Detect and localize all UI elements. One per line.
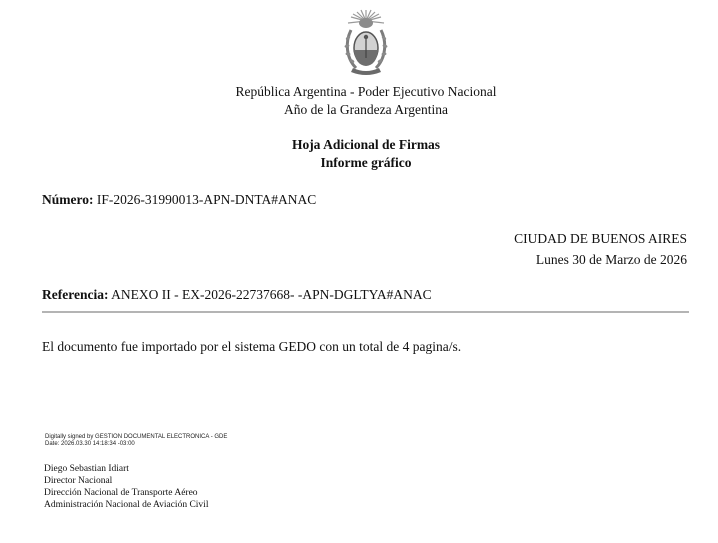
document-number-value: IF-2026-31990013-APN-DNTA#ANAC xyxy=(96,192,317,207)
body-text: El documento fue importado por el sistema GEDO con un total de 4 pagina/s. xyxy=(42,339,462,354)
signer-agency: Administración Nacional de Aviación Civil xyxy=(44,500,209,510)
place: CIUDAD DE BUENOS AIRES xyxy=(514,231,687,246)
government-header: República Argentina - Poder Ejecutivo Nacional xyxy=(235,84,497,99)
document-number xyxy=(42,191,316,209)
reference-value: ANEXO II - EX-2026-22737668- -APN-DGLTYA#ANAC xyxy=(111,287,432,302)
signer-office: Dirección Nacional de Transporte Aéreo xyxy=(44,488,198,498)
date: Lunes 30 de Marzo de 2026 xyxy=(535,252,687,267)
divider xyxy=(42,311,689,313)
document-title: Hoja Adicional de Firmas xyxy=(291,137,441,152)
reference-label: Referencia: xyxy=(42,287,109,302)
document-number-label: Número: xyxy=(42,192,94,207)
reference xyxy=(42,286,432,304)
coat-of-arms-icon xyxy=(341,8,391,78)
signer-role: Director Nacional xyxy=(44,476,113,486)
document-subtitle: Informe gráfico xyxy=(320,155,412,170)
year-motto: Año de la Grandeza Argentina xyxy=(284,102,448,117)
signer-name: Diego Sebastian Idiart xyxy=(44,464,129,474)
signature-block xyxy=(44,463,208,511)
digital-signature-signer: Digitally signed by GESTION DOCUMENTAL ELECTRONICA - GDE xyxy=(45,434,228,440)
digital-signature-stamp xyxy=(45,434,227,447)
digital-signature-date: Date: 2026.03.30 14:18:34 -03:00 xyxy=(45,440,135,447)
